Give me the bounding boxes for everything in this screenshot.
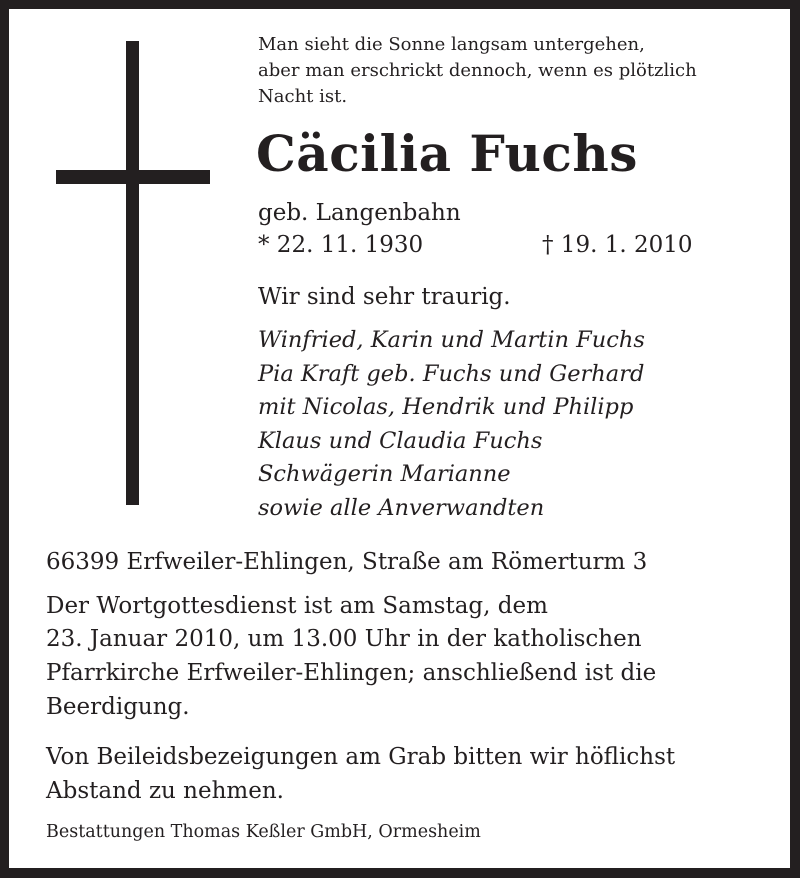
- request-line: Abstand zu nehmen.: [46, 778, 284, 804]
- mourner-line: mit Nicolas, Hendrik und Philipp: [258, 394, 634, 420]
- mourner-line: Schwägerin Marianne: [258, 461, 511, 487]
- service-line: Pfarrkirche Erfweiler-Ehlingen; anschließend ist die: [46, 660, 657, 686]
- poem-line: aber man erschrickt dennoch, wenn es plötzlich: [258, 60, 697, 81]
- grief-statement: Wir sind sehr traurig.: [258, 284, 511, 310]
- deceased-name: Cäcilia Fuchs: [256, 124, 638, 183]
- request-line: Von Beileidsbezeigungen am Grab bitten wir höflichst: [46, 744, 676, 770]
- cross-vertical-bar: [126, 41, 139, 505]
- undertaker: Bestattungen Thomas Keßler GmbH, Ormesheim: [46, 822, 481, 842]
- mourner-line: Winfried, Karin und Martin Fuchs: [258, 327, 645, 353]
- birth-date: * 22. 11. 1930: [258, 232, 424, 258]
- mourner-line: Pia Kraft geb. Fuchs und Gerhard: [258, 361, 645, 387]
- service-line: Beerdigung.: [46, 694, 190, 720]
- poem-line: Man sieht die Sonne langsam untergehen,: [258, 34, 645, 55]
- service-line: Der Wortgottesdienst ist am Samstag, dem: [46, 593, 548, 619]
- maiden-name: geb. Langenbahn: [258, 200, 461, 226]
- death-date: † 19. 1. 2010: [542, 232, 693, 258]
- service-line: 23. Januar 2010, um 13.00 Uhr in der katholischen: [46, 626, 642, 652]
- cross-horizontal-bar: [56, 170, 210, 184]
- poem-line: Nacht ist.: [258, 86, 348, 107]
- mourner-line: Klaus und Claudia Fuchs: [258, 428, 543, 454]
- address: 66399 Erfweiler-Ehlingen, Straße am Römerturm 3: [46, 549, 648, 575]
- mourner-line: sowie alle Anverwandten: [258, 495, 545, 521]
